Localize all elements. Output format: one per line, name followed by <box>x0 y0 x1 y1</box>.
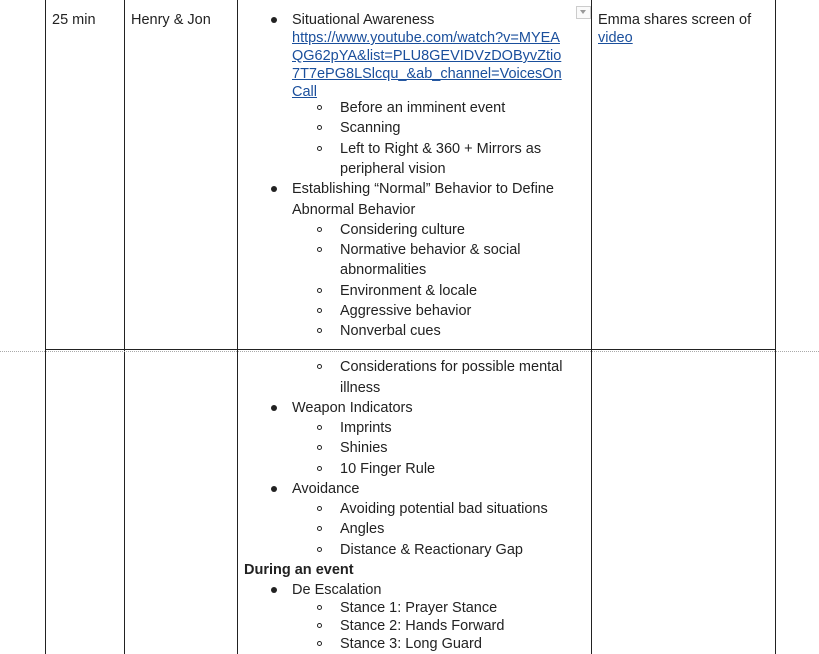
sub-item: Avoiding potential bad situations <box>340 501 548 517</box>
bullet-icon <box>271 17 277 23</box>
circle-bullet-icon <box>317 125 322 130</box>
section-heading-during-event: During an event <box>244 562 354 578</box>
circle-bullet-icon <box>317 526 322 531</box>
notes-line: Emma shares screen of <box>598 12 752 28</box>
presenter-value: Henry & Jon <box>131 12 211 28</box>
sub-item: Aggressive behavior <box>340 303 472 319</box>
sub-item-cont: abnormalities <box>340 262 427 278</box>
video-url-link[interactable]: https://www.youtube.com/watch?v=MYEA <box>292 30 560 46</box>
circle-bullet-icon <box>317 445 322 450</box>
row-divider <box>45 349 776 350</box>
sub-item: Nonverbal cues <box>340 323 441 339</box>
sub-item: Imprints <box>340 420 392 436</box>
video-url-link[interactable]: Call <box>292 84 317 100</box>
circle-bullet-icon <box>317 227 322 232</box>
circle-bullet-icon <box>317 641 322 646</box>
sub-item: Before an imminent event <box>340 100 506 116</box>
sub-item: Stance 2: Hands Forward <box>340 618 505 634</box>
circle-bullet-icon <box>317 328 322 333</box>
topic-weapon-indicators: Weapon Indicators <box>292 400 413 416</box>
notes-video-link[interactable]: video <box>598 30 633 46</box>
circle-bullet-icon <box>317 105 322 110</box>
circle-bullet-icon <box>317 425 322 430</box>
circle-bullet-icon <box>317 146 322 151</box>
video-url-link[interactable]: 7T7ePG8LSlcqu_&ab_channel=VoicesOn <box>292 66 562 82</box>
sub-item: Scanning <box>340 120 401 136</box>
topic-de-escalation: De Escalation <box>292 582 382 598</box>
sub-item: Angles <box>340 521 385 537</box>
video-url-link[interactable]: QG62pYA&list=PLU8GEVIDVzDOByvZtio <box>292 48 562 64</box>
sub-item: Considerations for possible mental <box>340 359 563 375</box>
sub-item: Stance 1: Prayer Stance <box>340 600 498 616</box>
sub-item: Stance 3: Long Guard <box>340 636 482 652</box>
sub-item: 10 Finger Rule <box>340 461 436 477</box>
circle-bullet-icon <box>317 466 322 471</box>
circle-bullet-icon <box>317 623 322 628</box>
circle-bullet-icon <box>317 288 322 293</box>
sub-item-cont: illness <box>340 380 381 396</box>
circle-bullet-icon <box>317 605 322 610</box>
time-value: 25 min <box>52 12 96 28</box>
circle-bullet-icon <box>317 364 322 369</box>
sub-item: Environment & locale <box>340 283 478 299</box>
bullet-icon <box>271 486 277 492</box>
table-border-right <box>775 0 776 654</box>
circle-bullet-icon <box>317 247 322 252</box>
sub-item: Distance & Reactionary Gap <box>340 542 523 558</box>
sub-item: Shinies <box>340 440 388 456</box>
topic-situational-awareness: Situational Awareness <box>292 12 435 28</box>
table-border-left <box>45 0 46 654</box>
sub-item: Normative behavior & social <box>340 242 521 258</box>
topic-normal-behavior: Establishing “Normal” Behavior to Define <box>292 181 554 197</box>
bullet-icon <box>271 186 277 192</box>
table-border-col2 <box>237 0 238 654</box>
sub-item: Left to Right & 360 + Mirrors as <box>340 141 542 157</box>
dropdown-arrow-icon[interactable] <box>576 6 591 19</box>
page-break-line <box>0 351 819 352</box>
circle-bullet-icon <box>317 308 322 313</box>
table-border-col1 <box>124 0 125 654</box>
sub-item: Considering culture <box>340 222 465 238</box>
table-border-col3 <box>591 0 592 654</box>
bullet-icon <box>271 405 277 411</box>
sub-item-cont: peripheral vision <box>340 161 446 177</box>
topic-avoidance: Avoidance <box>292 481 360 497</box>
topic-normal-behavior-cont: Abnormal Behavior <box>292 202 416 218</box>
circle-bullet-icon <box>317 506 322 511</box>
bullet-icon <box>271 587 277 593</box>
circle-bullet-icon <box>317 547 322 552</box>
